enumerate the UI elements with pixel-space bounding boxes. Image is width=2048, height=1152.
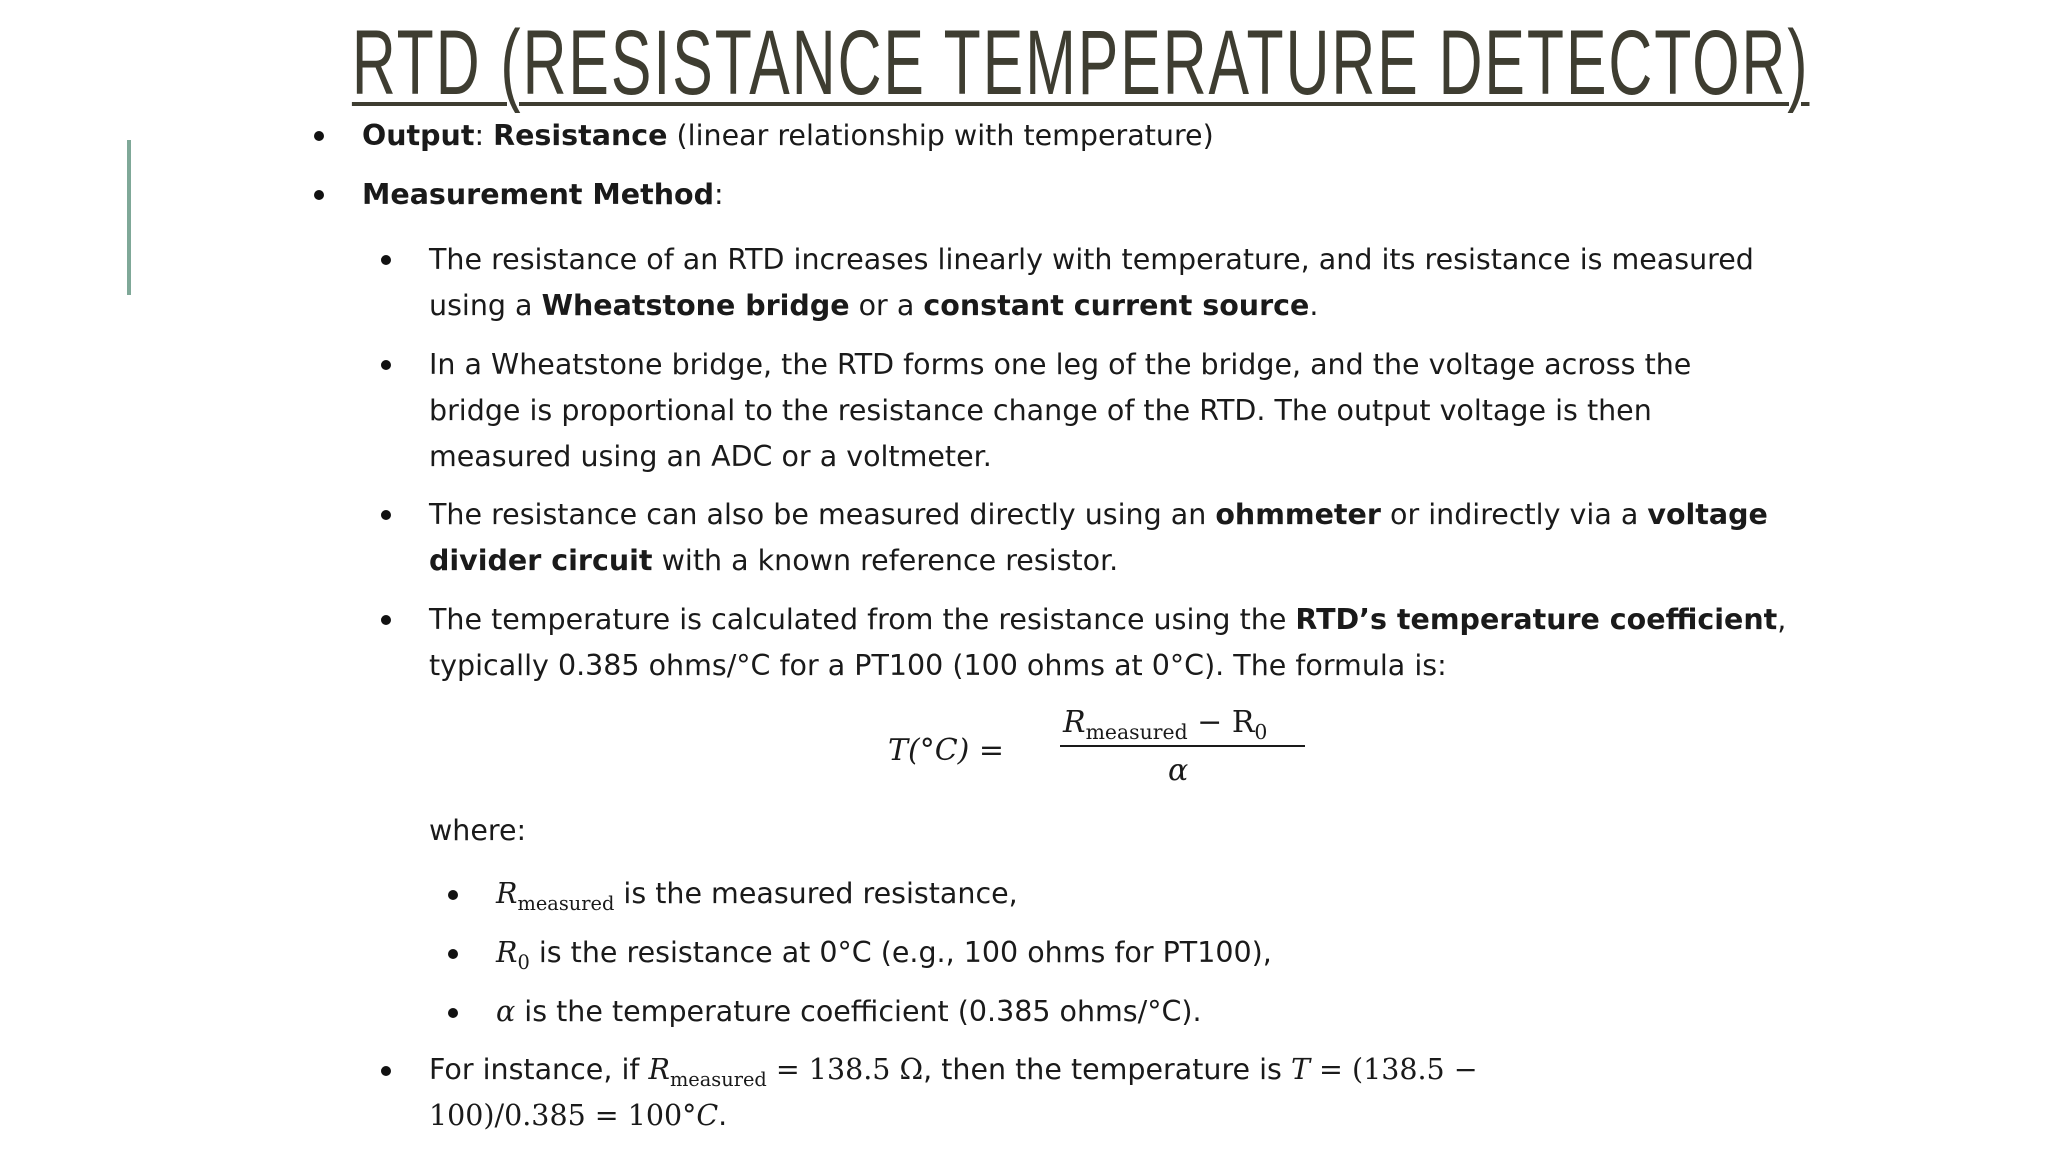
fraction-bar (1060, 745, 1305, 747)
math-symbol: R (496, 877, 518, 910)
sub-bullet-1-line-1: The resistance of an RTD increases linearly with temperature, and its resistance is measured (429, 243, 1754, 276)
example-line-2 (429, 1093, 727, 1139)
output-label: Output (362, 119, 475, 152)
where-item-1 (496, 871, 1018, 920)
sub-bullet-dot (381, 1066, 391, 1076)
temperature-coefficient-term: RTD’s temperature coefficient (1295, 603, 1778, 636)
text-span: with a known reference resistor. (652, 544, 1119, 577)
example-line-1 (429, 1047, 1478, 1096)
output-note: (linear relationship with temperature) (676, 119, 1214, 152)
sub-bullet-2-line-1: In a Wheatstone bridge, the RTD forms one leg of the bridge, and the voltage across the (429, 348, 1692, 381)
text-span: is the measured resistance, (614, 877, 1018, 910)
output-line (362, 113, 1214, 159)
slide-title: RTD (RESISTANCE TEMPERATURE DETECTOR) (351, 12, 1810, 114)
math-symbol: T (1290, 1053, 1310, 1086)
where-bullet-dot (448, 949, 458, 959)
math-symbol: C (696, 1099, 719, 1132)
sub-bullet-2-line-2: bridge is proportional to the resistance change of the RTD. The output voltage is then (429, 394, 1652, 427)
where-bullet-dot (448, 890, 458, 900)
formula-denominator: α (1168, 753, 1189, 788)
sub-bullet-4-line-1 (429, 597, 1786, 643)
math-subscript: 0 (517, 950, 530, 974)
math-expression: = (138.5 − (1309, 1053, 1478, 1086)
output-value: Resistance (493, 119, 668, 152)
text-span: or a (849, 289, 924, 322)
sub-bullet-3-line-1 (429, 492, 1768, 538)
math-subscript: measured (669, 1067, 767, 1091)
math-symbol: R (648, 1053, 670, 1086)
sub-bullet-1-line-2 (429, 283, 1318, 329)
sub-bullet-3-line-2 (429, 538, 1118, 584)
where-item-3 (496, 989, 1202, 1035)
output-colon: : (474, 119, 485, 152)
math-expression: 100)/0.385 = 100° (429, 1099, 697, 1132)
bullet-dot (314, 190, 324, 200)
sub-bullet-dot (381, 510, 391, 520)
ohmmeter-term: ohmmeter (1215, 498, 1381, 531)
constant-current-source-term: constant current source (923, 289, 1310, 322)
text-span: is the temperature coefficient (0.385 ohms/°C). (515, 995, 1202, 1028)
sub-bullet-4-line-2: typically 0.385 ohms/°C for a PT100 (100 ohms at 0°C). The formula is: (429, 649, 1447, 682)
text-span: The resistance can also be measured directly using an (429, 498, 1216, 531)
math-symbol: α (496, 995, 516, 1028)
wheatstone-bridge-term: Wheatstone bridge (541, 289, 850, 322)
method-label: Measurement Method (362, 178, 715, 211)
text-span: The temperature is calculated from the resistance using the (429, 603, 1296, 636)
math-subscript: measured (1085, 720, 1188, 745)
where-bullet-dot (448, 1008, 458, 1018)
sub-bullet-dot (381, 255, 391, 265)
text-span: . (718, 1099, 728, 1132)
text-span: or indirectly via a (1380, 498, 1648, 531)
sub-bullet-dot (381, 615, 391, 625)
where-label: where: (429, 814, 527, 847)
text-span: using a (429, 289, 542, 322)
temperature-formula (888, 700, 1328, 790)
math-subscript: measured (517, 891, 615, 915)
formula-lhs: T(°C) = (888, 733, 1005, 768)
math-symbol: R (1063, 705, 1086, 740)
formula-numerator (1063, 700, 1267, 748)
text-span: . (1309, 289, 1319, 322)
sub-bullet-2-line-3: measured using an ADC or a voltmeter. (429, 440, 992, 473)
where-item-2 (496, 930, 1272, 979)
voltage-term: voltage (1647, 498, 1768, 531)
method-line (362, 172, 724, 218)
math-expression: = 138.5 Ω (766, 1053, 924, 1086)
divider-circuit-term: divider circuit (429, 544, 653, 577)
text-span: For instance, if (429, 1053, 649, 1086)
text-span: , (1777, 603, 1787, 636)
math-subscript: 0 (1254, 720, 1268, 745)
method-colon: : (714, 178, 724, 211)
sub-bullet-dot (381, 360, 391, 370)
text-span: , then the temperature is (923, 1053, 1291, 1086)
math-symbol: R (496, 936, 518, 969)
math-symbol: − R (1187, 705, 1255, 740)
text-span: is the resistance at 0°C (e.g., 100 ohms for PT100), (529, 936, 1272, 969)
bullet-dot (314, 131, 324, 141)
